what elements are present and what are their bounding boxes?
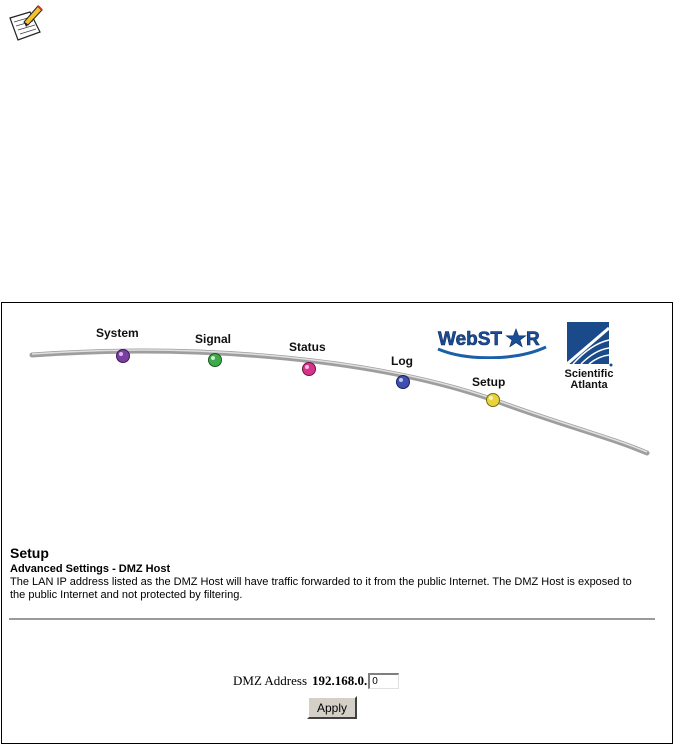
router-setup-frame xyxy=(1,302,673,744)
page-title: Setup xyxy=(10,545,49,561)
nav-label-system: System xyxy=(96,326,139,340)
nav-item-system[interactable] xyxy=(96,326,139,363)
nav-dot-setup[interactable] xyxy=(487,394,500,407)
apply-button[interactable]: Apply xyxy=(307,696,357,719)
nav-label-log: Log xyxy=(391,354,413,368)
svg-text:WebST: WebST xyxy=(438,329,503,350)
nav-dot-signal[interactable] xyxy=(209,354,222,367)
section-title: Advanced Settings - DMZ Host xyxy=(10,563,171,575)
nav-dot-highlight xyxy=(211,356,215,360)
webstar-logo xyxy=(436,325,548,359)
nav-dot-highlight xyxy=(119,352,123,356)
nav-dot-system[interactable] xyxy=(117,350,130,363)
note-icon xyxy=(4,2,48,42)
nav-dot-highlight xyxy=(489,396,493,400)
page-content xyxy=(10,545,660,602)
dmz-form-row xyxy=(233,673,399,689)
nav-dot-log[interactable] xyxy=(397,376,410,389)
brand-line-1: Scientific xyxy=(564,368,614,380)
dmz-address-label: DMZ Address xyxy=(233,673,308,688)
nav-dot-highlight xyxy=(305,365,309,369)
nav-item-signal[interactable] xyxy=(195,332,231,367)
dmz-octet-input[interactable] xyxy=(368,673,399,689)
brand-line-2: Atlanta xyxy=(570,379,608,391)
page-description: The LAN IP address listed as the DMZ Host will have traffic forwarded to it from the public Internet. The DMZ Host is exposed to the public Internet and not protected by filtering. xyxy=(10,576,632,601)
ip-prefix: 192.168.0. xyxy=(312,673,368,688)
scientific-atlanta-wordmark xyxy=(547,369,631,391)
nav-label-status: Status xyxy=(289,340,326,354)
nav-label-setup: Setup xyxy=(472,375,506,389)
nav-dot-status[interactable] xyxy=(303,363,316,376)
divider xyxy=(9,618,655,620)
nav-dot-highlight xyxy=(399,378,403,382)
nav-label-signal: Signal xyxy=(195,332,232,346)
svg-text:R: R xyxy=(526,329,540,350)
